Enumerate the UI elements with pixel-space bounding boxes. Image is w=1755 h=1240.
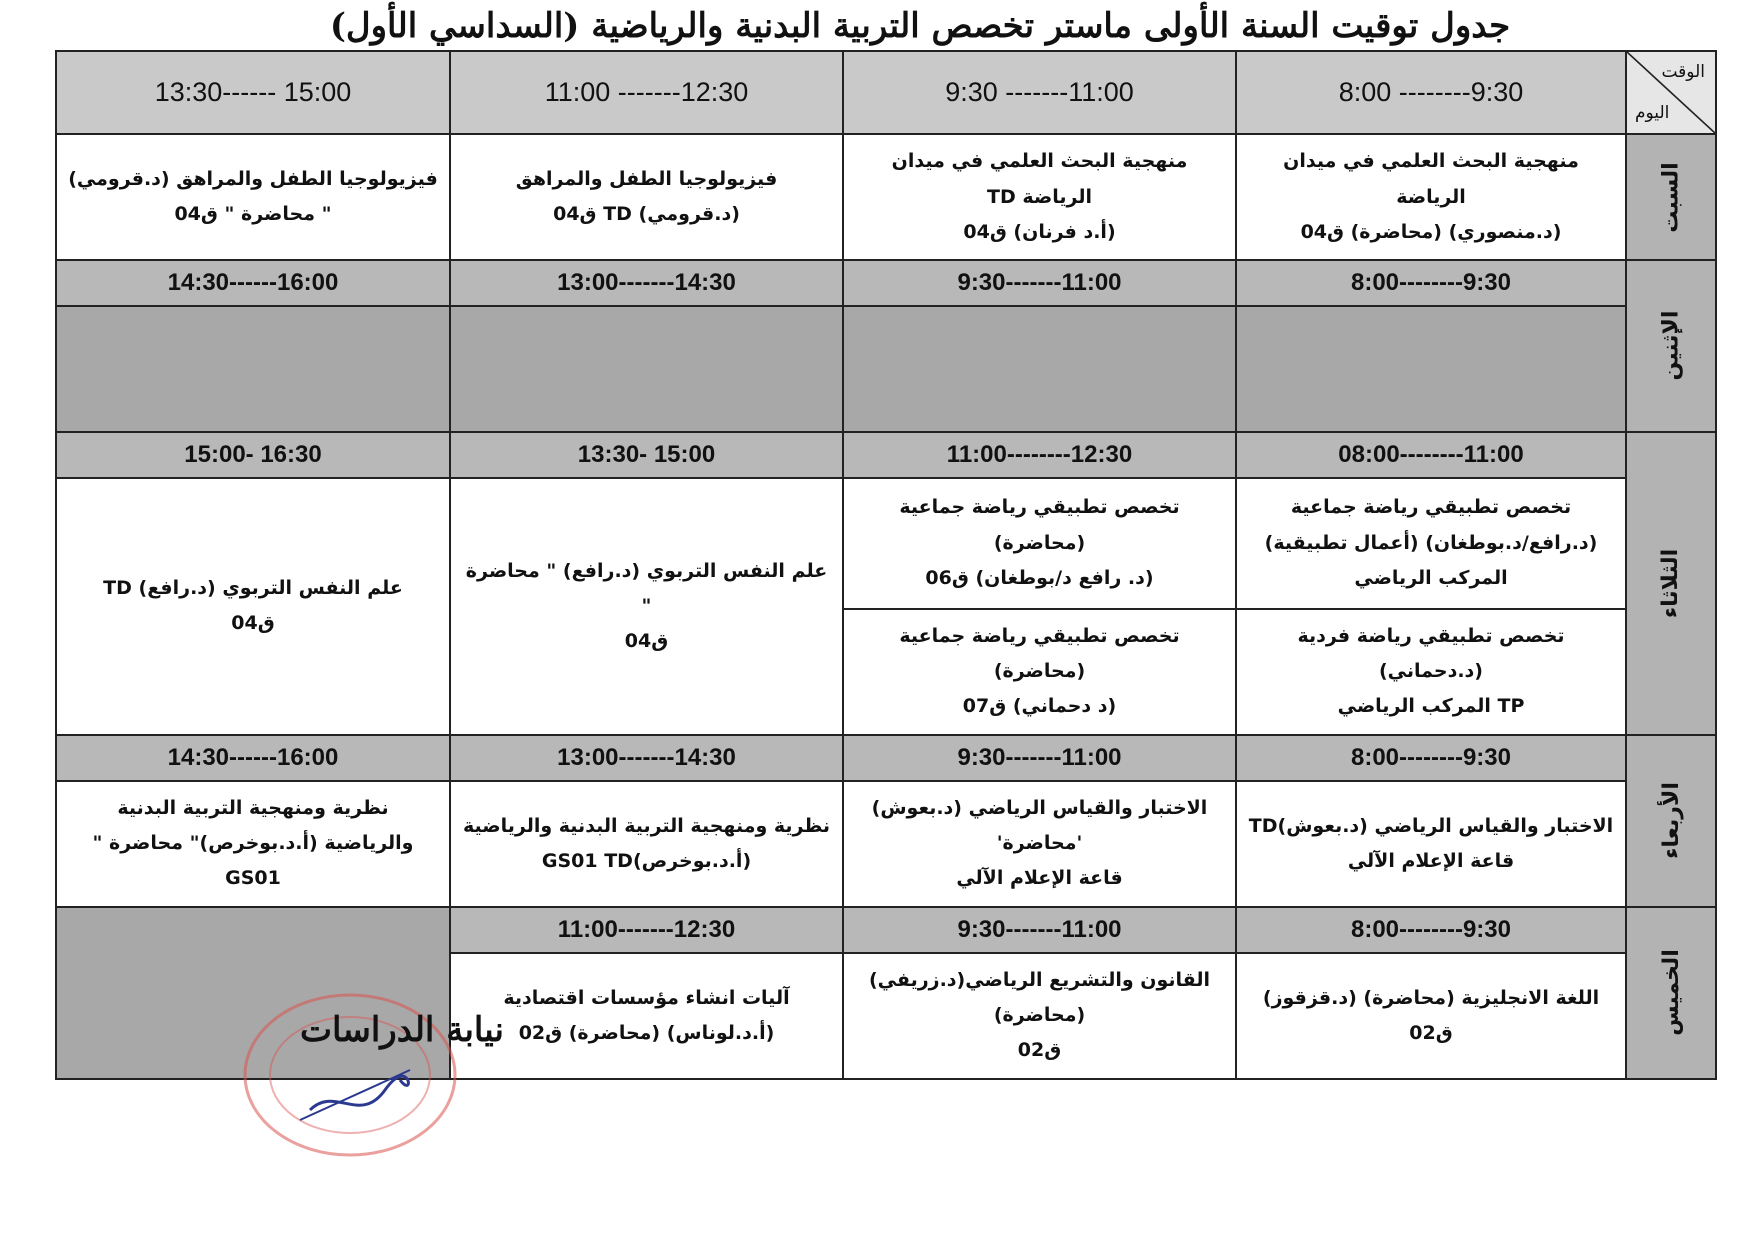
day-label: اليوم [1635,103,1670,124]
slot-sat-1: 8:00 --------9:30 [1236,51,1626,134]
slot-sat-3: 11:00 -------12:30 [450,51,843,134]
slot-sat-2: 9:30 -------11:00 [843,51,1236,134]
time-label: الوقت [1661,62,1705,82]
slot-thu-2: 9:30-------11:00 [843,907,1236,953]
course-wed-4: نظرية ومنهجية التربية البدنية والرياضية (أ.د.بوخرص)" محاضرة " GS01 [56,781,450,907]
day-thursday: الخميس [1626,907,1716,1079]
course-wed-3: نظرية ومنهجية التربية البدنية والرياضية (أ.د.بوخرص)GS01 TD [450,781,843,907]
course-tue-2b: تخصص تطبيقي رياضة جماعية (محاضرة) (د دحماني) ق07 [843,609,1236,735]
slot-wed-3: 13:00-------14:30 [450,735,843,781]
course-tue-1a: تخصص تطبيقي رياضة جماعية (د.رافع/د.بوطغان) (أعمال تطبيقية) المركب الرياضي [1236,478,1626,609]
timetable [55,50,1717,1080]
slot-mon-4: 14:30------16:00 [56,260,450,306]
course-thu-2: القانون والتشريع الرياضي(د.زريفي) (محاضرة) ق02 [843,953,1236,1079]
slot-thu-1: 8:00--------9:30 [1236,907,1626,953]
slot-thu-3: 11:00-------12:30 [450,907,843,953]
slot-wed-1: 8:00--------9:30 [1236,735,1626,781]
empty-mon-2 [843,306,1236,432]
slot-tue-3: 13:30- 15:00 [450,432,843,478]
course-wed-1: الاختبار والقياس الرياضي (د.بعوش)TD قاعة الإعلام الآلي [1236,781,1626,907]
empty-mon-4 [56,306,450,432]
course-tue-2a: تخصص تطبيقي رياضة جماعية (محاضرة) (د. رافع د/بوطغان) ق06 [843,478,1236,609]
course-tue-3: علم النفس التربوي (د.رافع) " محاضرة " ق04 [450,478,843,735]
signature-text: نيابة الدراسات [300,1010,504,1050]
empty-mon-3 [450,306,843,432]
page-title: جدول توقيت السنة الأولى ماستر تخصص التربية البدنية والرياضية (السداسي الأول) [329,6,1511,46]
day-monday: الإثنين [1626,260,1716,432]
day-saturday: السبت [1626,134,1716,260]
course-thu-3: آليات انشاء مؤسسات اقتصادية (أ.د.لوناس) (محاضرة) ق02 [450,953,843,1079]
slot-tue-1: 08:00--------11:00 [1236,432,1626,478]
course-sat-1: منهجية البحث العلمي في ميدان الرياضة (د.منصوري) (محاضرة) ق04 [1236,134,1626,260]
course-sat-3: فيزيولوجيا الطفل والمراهق (د.قرومي) TD ق04 [450,134,843,260]
course-sat-4: فيزيولوجيا الطفل والمراهق (د.قرومي) " محاضرة " ق04 [56,134,450,260]
empty-mon-1 [1236,306,1626,432]
course-tue-4: علم النفس التربوي (د.رافع) TD ق04 [56,478,450,735]
slot-wed-4: 14:30------16:00 [56,735,450,781]
slot-tue-2: 11:00--------12:30 [843,432,1236,478]
day-wednesday: الأربعاء [1626,735,1716,907]
course-sat-2: منهجية البحث العلمي في ميدان الرياضة TD (أ.د فرنان) ق04 [843,134,1236,260]
course-wed-2: الاختبار والقياس الرياضي (د.بعوش) 'محاضرة' قاعة الإعلام الآلي [843,781,1236,907]
slot-mon-2: 9:30-------11:00 [843,260,1236,306]
slot-mon-1: 8:00--------9:30 [1236,260,1626,306]
signature-block [240,980,504,1170]
slot-mon-3: 13:00-------14:30 [450,260,843,306]
corner-header [1626,51,1716,134]
course-tue-1b: تخصص تطبيقي رياضة فردية (د.دحماني) TP المركب الرياضي [1236,609,1626,735]
course-thu-1: اللغة الانجليزية (محاضرة) (د.قزقوز) ق02 [1236,953,1626,1079]
day-tuesday: الثلاثاء [1626,432,1716,735]
slot-tue-4: 15:00- 16:30 [56,432,450,478]
slot-sat-4: 13:30------ 15:00 [56,51,450,134]
slot-wed-2: 9:30-------11:00 [843,735,1236,781]
